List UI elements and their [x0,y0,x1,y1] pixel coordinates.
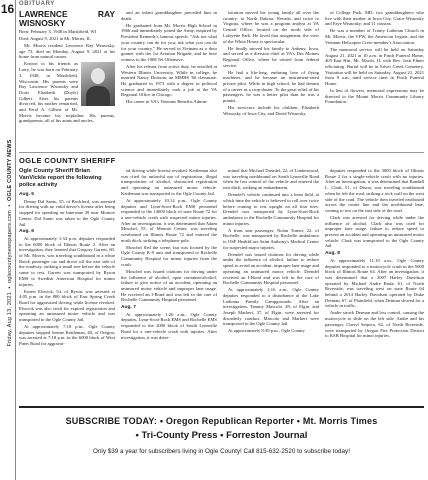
obituary-paragraph: He graduated from Mt. Morris High School in 1966 and immediately joined the Army, inspired by President Kennedy's famous speech: "Ask not what your country can do for you; ask what you can do for your country." He served in Vietnam as a door gunner with the 1st Aviation Brigade, and he bore witness to the 1968 Tet Offensive. [121,22,217,62]
obituary-paragraph: After his release from active duty, he enrolled at Western Illinois University. While in college, he married Nancy Dickson, an MMHS '66 classmate. He graduated in 1973 with a degree in political science and immediately took a job at the VA Regional Office in Chicago. [121,63,217,98]
report-item: At approximately 1:26 a.m., Ogle County deputies, Lynn-Scott-Rock EMS and Rochelle EMS responded to the 2000 block of South Lynnville Road for a one-vehicle crash with injuries. After investigation, it was deter- [121,311,217,340]
report-item: Ernest Elswick, 54, of Byron, was arrested at 4:05 p.m. in the 800 block of East Spring Creek Road for aggravated driving while license revoked. Elswick was also cited for expired registration and operating an uninsured motor vehicle and was transported to the Ogle County Jail. [19,288,115,323]
subscribe-headline: SUBSCRIBE TODAY: • Oregon Republican Reporter • Mt. Morris Times [65,415,378,426]
obituary-paragraph: He was a member of Trinity Lutheran Church in Mt. Morris, the VFW, the American Legion, and the Vietnam Helicopter Crew-member's Association. [325,28,424,45]
section-kicker: OBITUARY [19,1,55,7]
subscribe-headline-2: • Tri-County Press • Forreston Journal [135,429,308,441]
subscribe-banner [19,406,424,480]
obituary-paragraph: istration moved his young family all over the country: to North Dakota, Nevada, and twice to Virginia, where he was a program analyst at VA Central Office, located on the north side of Lafayette Park. He loved that assignment; the view of the White House is spectacular. [223,10,319,44]
report-item: Moschel fled the scene, but was located by the Ogle County K-9 unit and transported to Rochelle Community Hospital for minor injuries from the crash. [121,244,217,267]
report-date: Aug. 7 [121,305,136,311]
obituary-photo [81,62,115,106]
obituary-paragraph: and an infant granddaughter preceded him in death. [121,10,217,21]
sheriff-column-4 [325,168,424,404]
sidebar-folio: Friday, Aug 13, 2021 • oglecountynewspapers.com • OGLE COUNTY NEWS [7,139,13,347]
obituary-paragraph: His survivors include his children, Elizabeth Wisnosky of Iowa City, and David Wisnosky [223,105,319,116]
report-item: mined that Michael Drendel, 22, of Lindenwood, was traveling northbound on South Lynnville Road when he lost control of the vehicle and entered the east ditch, striking an embankment. [223,168,319,191]
report-date: Aug. 5 [19,192,34,197]
report-item: Clark was arrested for driving while under the influence of alcohol. Clark also was cited for improper lane usage, failure to reduce speed to prevent an accident and operating an uninsured motor vehicle. Clark was transported to the Ogle County Jail. [325,214,424,249]
obituary-paragraph: He had a life-long, enduring love of flying machines, and he became an instrument-rated private pilot. While in high school, he had dreamt of a career as a crop-duster. To the great relief of his passengers, he was a better pilot than he was a pianist. [223,69,319,104]
sheriff-column-3 [223,168,319,404]
obituary-born: Born: February 3, 1948 in Marshfield, WI [19,29,97,34]
report-item: At approximately 11:10 a.m., Ogle County deputies responded to a motorcycle crash in the 5000 block of Illinois Route 64. After an investigation, it was determined that a 2007 Harley Davidson operated by Michael Andre Ruda, 61, of North Riverside, was traveling west on state Route 64 behind a 2014 Harley Davidson operated by Duke Detman, 67, of Plainfield, when Detman slowed for a vehicle in traffic. [325,257,424,309]
report-date: Aug. 6 [19,229,34,235]
page-sidebar [0,0,15,480]
obituary-paragraph: Known to his friends as Larry, he was born on February 3, 1948, in Marshfield, Wisconsin. His parents were Ray Lawrence Wisnosky and Doris Elizabeth (Doyle) Gilbert. After his parents divorced, his mother remarried, and Feral A. Gilbert of Mt. Morris became his stepfather. His parents, grandparents, all of his aunts and uncles, [19,61,115,124]
sidebar-divider [15,0,16,480]
sheriff-column-2 [121,168,217,404]
obituary-paragraph: In lieu of flowers, memorial expressions may be directed to the Mount Morris Community Library Foundation. [325,88,424,105]
obituary-paragraph: The memorial service will be held on Saturday August 21, 2021 at 10 a.m. in Finch Funeral Home, 405 East Hitt, Mt. Morris, IL with Rev. Josh Elmer officiating. Burial will be in Silver Creek Cemetery. Visitation will be held on Saturday, August 21, 2021 from 9 a.m. until service time in Finch Funeral Home. [325,46,424,87]
obituary-column-3 [223,10,319,118]
sidebar-site: oglecountynewspapers.com [7,210,13,284]
subscribe-offer: Only $39 a year for subscribers living in Ogle County! Call 815-632-2520 to subscribe today! [93,447,350,455]
report-item: At approximately 10:14 p.m., Ogle County deputies and Lynn-Scott-Rock EMS personnel responded to the 14000 block of state Route 72 for a one-vehicle crash with suspected minor injuries. After an investigation, it was determined that Adam Moschel, 55, of Monroe Center, was traveling westbound on Illinois Route 72 and entered the north ditch, striking a telephone pole. [121,197,217,243]
obituary-column-4 [325,10,424,106]
report-item: At approximately 1:34 p.m. deputies responded to the 6000 block of Illinois Route 2. After an investigation, they learned that Gregory Garrett, 60, of Mt. Morris, was traveling southbound in a white Buick passenger car and drove off the east side of the roadway, striking a small tree before the vehicle came to rest. Garrett was transported by Byron EMS to Swedish American Hospital for minor injuries. [19,235,115,287]
report-item: Drendel was issued citations for driving while under the influence of alcohol, failure to reduce speed to avoid an accident, improper lane usage and operating an uninsured motor vehicle. Drendel received an I-Bond and was left in the care of Rochelle Community Hospital personnel. [223,251,319,286]
report-item: Moschel was issued citations for driving under the influence of alcohol, open container/alcohol, failure to give notice of an accident, operating an uninsured motor vehicle and improper lane usage. He received an I-Bond and was left in the care of Rochelle Community Hospital personnel. [121,268,217,303]
sidebar-date: Friday, Aug 13, 2021 [7,292,13,347]
report-item: At approximately 7:18 p.m., Ogle County deputies stopped Jerime Kettleman, 40, of Oregon, was arrested at 7:18 p.m. in the 6000 block of West Pines Road for aggravat- [19,324,115,347]
obituary-column-1 [19,10,115,125]
report-item: At approximately 8:39 p.m., Ogle County [228,328,305,334]
sidebar-publication: OGLE COUNTY NEWS [7,139,13,202]
report-item: Andre struck Detman and lost control, causing the motorcycle to slide on the left side. Andre and his passenger, Cheryl Serpico, 62, of North Riverside, were transported by Oregon Fire Protection District to KSB Hospital for minor injuries. [325,310,424,339]
obituary-died: Died: August 9, 2021 in Mt. Morris, IL [19,36,91,41]
report-item: A front seat passenger, Nolan Turner, 22, of Rochelle, was transported by Rochelle ambulance to OSF HealthCare Saint Anthony's Medical Center for suspected major injuries. [223,227,319,250]
report-item: deputies responded to the 3000 block of Illinois Route 2 for a single-vehicle crash with no injuries. After an investigation, it was determined that Randall L. Clark, 51, of Dixon, was traveling southbound when he left the road, striking a rock wall on the west side of the road. The vehicle then traveled eastbound across the center line and the northbound lane, coming to rest on the east side of the road. [325,168,424,213]
report-item: At approximately 2:16 a.m., Ogle County deputies responded to a disturbance at the Lake Ladonna Family Campgrounds. After an investigation, Tammy Mascolo, 49, of Elgin, and Joseph Markert, 37, of Elgin, were arrested for disorderly conduct. Mascolo and Markert were transported to the Ogle County Jail. [223,287,319,327]
report-item: Denny Dal Santo, 55, of Rockford, was arrested for driving with no valid driver's license after being stopped for speeding on Interstate 39 near Monroe Center. Dal Santo was taken to the Ogle County Jail. [19,198,115,227]
sheriff-lead: Ogle County Sheriff Brian VanVickle report the following police activity [19,168,102,188]
sheriff-section-title: OGLE COUNTY SHERIFF [19,156,116,165]
obituary-paragraph: Mt. Morris resident Lawrence Ray Wisnosky, age 73, died on Monday, August 9, 2021 at his home from natural causes. [19,43,115,60]
report-item: ed driving while license revoked. Kettleman also was cited for unlawful use of registration, illegal transportation of alcohol, obstructed registration and operating an uninsured motor vehicle. Kettleman was transported to the Ogle County Jail. [121,168,217,196]
obituary-column-2 [121,10,217,106]
obituary-paragraph: of College Park, MD; two granddaughters who live with their mother in Iowa City, Grace Wisnosky and Faye Wisnosky; and 11 cousins. [325,10,424,27]
obituary-paragraph: His career in VA's Veterans Benefits Admin- [126,99,208,105]
report-item: Drendel's vehicle continued into a bean field, at which time the vehicle is believed to roll over twice before coming to rest upright on all four tires. Drendel was transported by Lynn-Scott-Rock ambulance to the Rochelle Community Hospital for minor injuries. [223,192,319,226]
banner-rule [19,406,424,408]
section-divider [19,152,424,153]
sheriff-column-1 [19,168,115,404]
page-number: 16 [0,2,15,16]
obituary-name: LAWRENCE RAY WISNOSKY [19,9,115,28]
obituary-paragraph: He finally moved his family to Ankeny, Iowa, and served as a division chief at VA's Des Moines Regional Office, where he retired from federal service. [223,45,319,68]
report-date: Aug. 8 [325,251,340,257]
